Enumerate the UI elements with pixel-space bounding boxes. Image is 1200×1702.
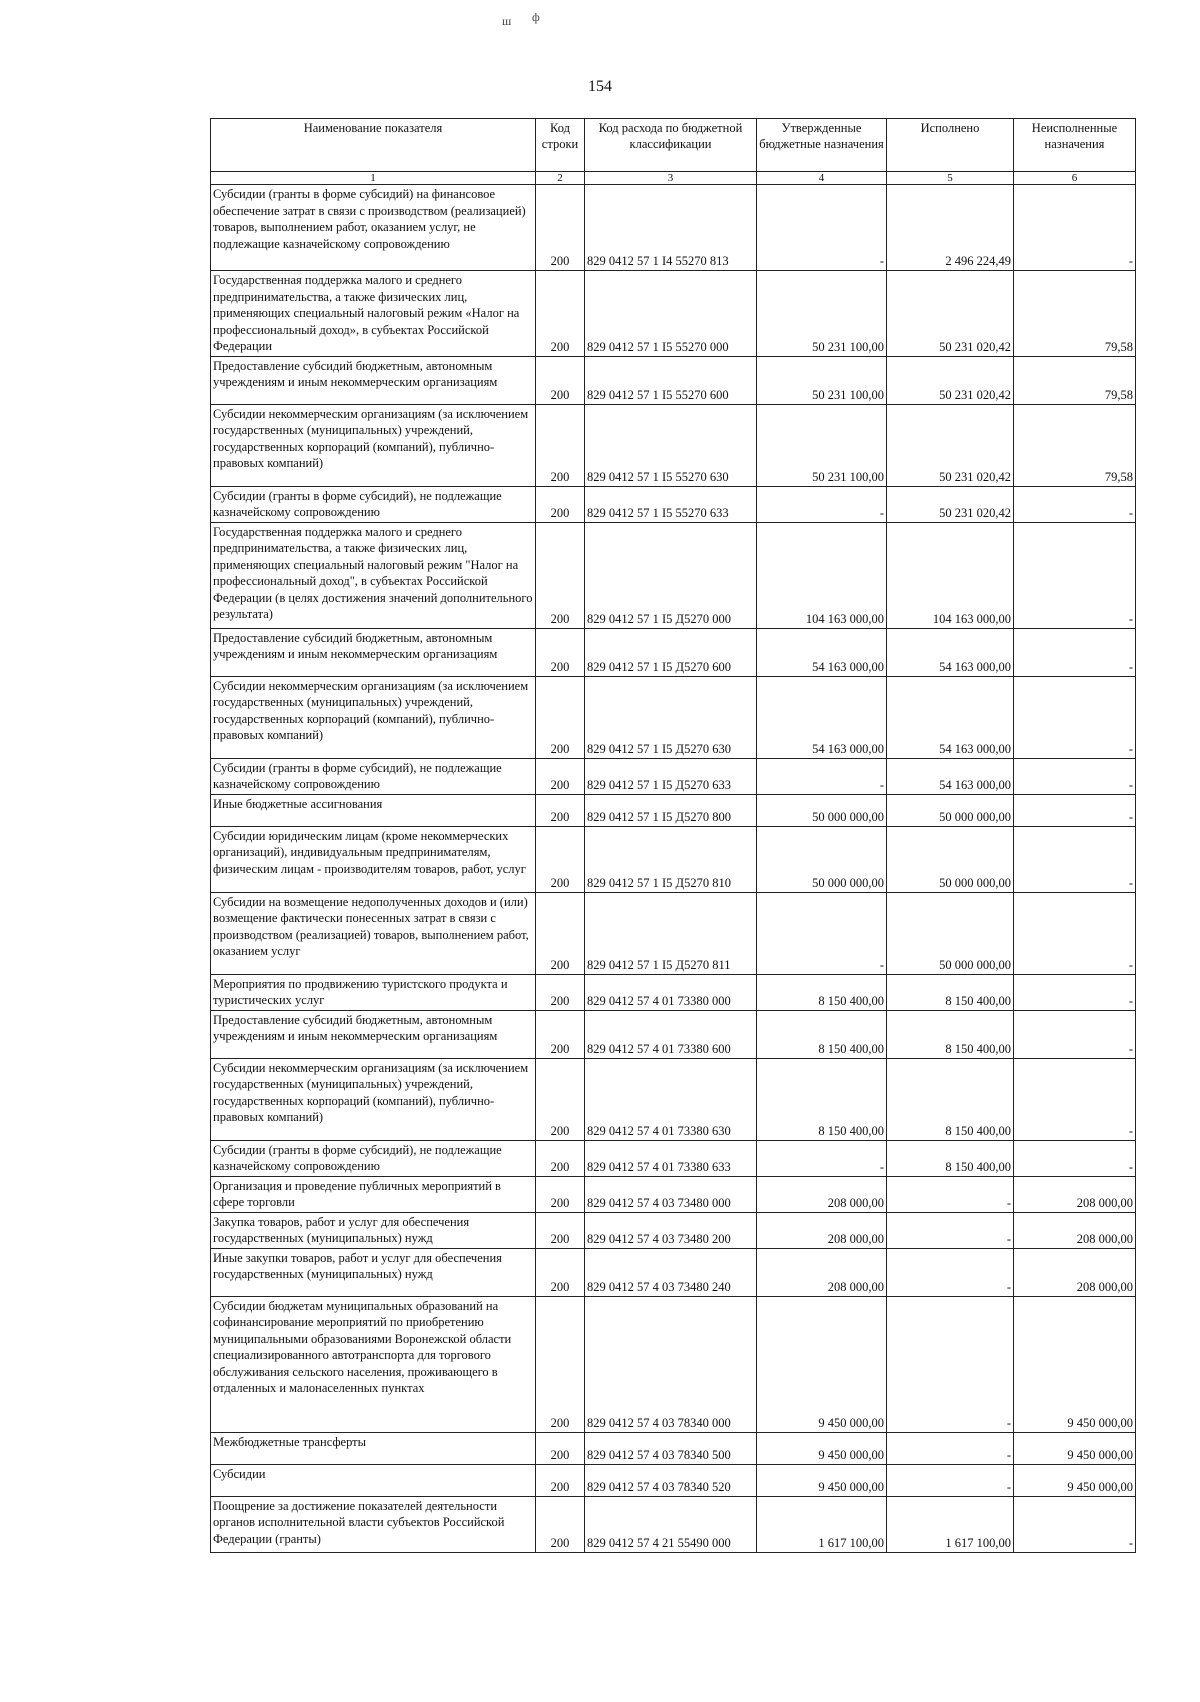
- row-classification: 829 0412 57 4 03 73480 240: [585, 1248, 757, 1296]
- row-code: 200: [536, 892, 585, 974]
- row-classification: 829 0412 57 1 I5 Д5270 600: [585, 628, 757, 676]
- row-name: Предоставление субсидий бюджетным, автономным учреждениям и иным некоммерческим организациям: [211, 628, 536, 676]
- table-row: [211, 1432, 1136, 1464]
- row-executed: -: [887, 1464, 1014, 1496]
- row-code: 200: [536, 1248, 585, 1296]
- row-unexecuted: -: [1014, 522, 1136, 628]
- column-number: 3: [585, 172, 757, 185]
- row-approved: -: [757, 892, 887, 974]
- row-unexecuted: 208 000,00: [1014, 1212, 1136, 1248]
- row-name: Мероприятия по продвижению туристского продукта и туристических услуг: [211, 974, 536, 1010]
- row-classification: 829 0412 57 4 03 78340 000: [585, 1296, 757, 1432]
- row-classification: 829 0412 57 1 I5 Д5270 000: [585, 522, 757, 628]
- column-header-name: Наименование показателя: [211, 119, 536, 172]
- row-executed: -: [887, 1432, 1014, 1464]
- row-unexecuted: 208 000,00: [1014, 1248, 1136, 1296]
- row-unexecuted: -: [1014, 974, 1136, 1010]
- table-row: [211, 794, 1136, 826]
- row-executed: 8 150 400,00: [887, 974, 1014, 1010]
- table-row: [211, 356, 1136, 404]
- row-classification: 829 0412 57 1 I5 Д5270 630: [585, 676, 757, 758]
- table-row: [211, 185, 1136, 271]
- row-name: Иные бюджетные ассигнования: [211, 794, 536, 826]
- row-name: Государственная поддержка малого и среднего предпринимательства, а также физических лиц, применяющих специальный налоговый режим «Налог на профессиональный доход», в субъектах Российской Федерации: [211, 271, 536, 357]
- row-classification: 829 0412 57 1 I5 55270 630: [585, 404, 757, 486]
- row-unexecuted: -: [1014, 676, 1136, 758]
- table-row: [211, 1176, 1136, 1212]
- row-executed: 50 000 000,00: [887, 826, 1014, 892]
- row-code: 200: [536, 486, 585, 522]
- row-unexecuted: -: [1014, 892, 1136, 974]
- table-row: [211, 1296, 1136, 1432]
- row-unexecuted: 9 450 000,00: [1014, 1432, 1136, 1464]
- row-executed: -: [887, 1212, 1014, 1248]
- row-executed: 50 231 020,42: [887, 486, 1014, 522]
- row-approved: 8 150 400,00: [757, 974, 887, 1010]
- row-approved: -: [757, 486, 887, 522]
- row-approved: 54 163 000,00: [757, 676, 887, 758]
- row-classification: 829 0412 57 1 I5 Д5270 811: [585, 892, 757, 974]
- row-classification: 829 0412 57 4 03 73480 000: [585, 1176, 757, 1212]
- row-code: 200: [536, 1212, 585, 1248]
- column-number: 6: [1014, 172, 1136, 185]
- column-header-unexecuted: Неисполненные назначения: [1014, 119, 1136, 172]
- row-classification: 829 0412 57 4 01 73380 600: [585, 1010, 757, 1058]
- row-code: 200: [536, 758, 585, 794]
- row-approved: 50 000 000,00: [757, 826, 887, 892]
- row-executed: 50 231 020,42: [887, 404, 1014, 486]
- scan-mark: ф: [532, 10, 540, 24]
- row-name: Предоставление субсидий бюджетным, автономным учреждениям и иным некоммерческим организациям: [211, 1010, 536, 1058]
- row-code: 200: [536, 1176, 585, 1212]
- row-executed: 2 496 224,49: [887, 185, 1014, 271]
- row-approved: 50 000 000,00: [757, 794, 887, 826]
- row-name: Закупка товаров, работ и услуг для обеспечения государственных (муниципальных) нужд: [211, 1212, 536, 1248]
- row-executed: 50 231 020,42: [887, 271, 1014, 357]
- row-classification: 829 0412 57 1 I5 55270 600: [585, 356, 757, 404]
- row-approved: 9 450 000,00: [757, 1296, 887, 1432]
- column-header-classification: Код расхода по бюджетной классификации: [585, 119, 757, 172]
- table-row: [211, 522, 1136, 628]
- row-code: 200: [536, 974, 585, 1010]
- row-name: Субсидии (гранты в форме субсидий) на финансовое обеспечение затрат в связи с производством (реализацией) товаров, выполнением работ, оказанием услуг, не подлежащие казначейскому сопровождению: [211, 185, 536, 271]
- table-row: [211, 404, 1136, 486]
- row-approved: 50 231 100,00: [757, 271, 887, 357]
- row-classification: 829 0412 57 1 I5 55270 000: [585, 271, 757, 357]
- row-classification: 829 0412 57 4 03 73480 200: [585, 1212, 757, 1248]
- row-approved: -: [757, 1140, 887, 1176]
- row-unexecuted: -: [1014, 1010, 1136, 1058]
- row-unexecuted: -: [1014, 1496, 1136, 1552]
- column-header-executed: Исполнено: [887, 119, 1014, 172]
- table-body: [211, 185, 1136, 1553]
- row-approved: 50 231 100,00: [757, 404, 887, 486]
- column-number: 5: [887, 172, 1014, 185]
- row-unexecuted: -: [1014, 486, 1136, 522]
- row-executed: 54 163 000,00: [887, 758, 1014, 794]
- row-classification: 829 0412 57 1 I5 55270 633: [585, 486, 757, 522]
- row-approved: 50 231 100,00: [757, 356, 887, 404]
- row-code: 200: [536, 628, 585, 676]
- row-approved: 8 150 400,00: [757, 1010, 887, 1058]
- row-unexecuted: 9 450 000,00: [1014, 1464, 1136, 1496]
- header-row: [211, 119, 1136, 172]
- row-unexecuted: 79,58: [1014, 271, 1136, 357]
- budget-execution-table: [210, 118, 1136, 1553]
- row-unexecuted: -: [1014, 1058, 1136, 1140]
- row-classification: 829 0412 57 1 I5 Д5270 800: [585, 794, 757, 826]
- table-row: [211, 1212, 1136, 1248]
- row-executed: -: [887, 1248, 1014, 1296]
- row-name: Субсидии: [211, 1464, 536, 1496]
- row-approved: 54 163 000,00: [757, 628, 887, 676]
- row-unexecuted: -: [1014, 794, 1136, 826]
- row-name: Субсидии (гранты в форме субсидий), не подлежащие казначейскому сопровождению: [211, 758, 536, 794]
- table-row: [211, 826, 1136, 892]
- column-number: 2: [536, 172, 585, 185]
- row-unexecuted: 9 450 000,00: [1014, 1296, 1136, 1432]
- row-code: 200: [536, 1058, 585, 1140]
- row-name: Межбюджетные трансферты: [211, 1432, 536, 1464]
- row-name: Иные закупки товаров, работ и услуг для обеспечения государственных (муниципальных) нужд: [211, 1248, 536, 1296]
- row-name: Субсидии некоммерческим организациям (за исключением государственных (муниципальных) учреждений, государственных корпораций (компаний), публично-правовых компаний): [211, 676, 536, 758]
- row-approved: -: [757, 758, 887, 794]
- row-approved: 1 617 100,00: [757, 1496, 887, 1552]
- row-executed: 8 150 400,00: [887, 1010, 1014, 1058]
- row-approved: 9 450 000,00: [757, 1464, 887, 1496]
- row-unexecuted: -: [1014, 1140, 1136, 1176]
- row-name: Субсидии юридическим лицам (кроме некоммерческих организаций), индивидуальным предпринимателям, физическим лицам - производителям товаров, работ, услуг: [211, 826, 536, 892]
- row-executed: 8 150 400,00: [887, 1058, 1014, 1140]
- row-executed: -: [887, 1176, 1014, 1212]
- column-header-approved: Утвержденные бюджетные назначения: [757, 119, 887, 172]
- row-approved: 208 000,00: [757, 1176, 887, 1212]
- row-unexecuted: 208 000,00: [1014, 1176, 1136, 1212]
- column-header-row-code: Код строки: [536, 119, 585, 172]
- table-row: [211, 1058, 1136, 1140]
- row-classification: 829 0412 57 4 21 55490 000: [585, 1496, 757, 1552]
- table-row: [211, 974, 1136, 1010]
- row-name: Субсидии на возмещение недополученных доходов и (или) возмещение фактически понесенных затрат в связи с производством (реализацией) товаров, выполнением работ, оказанием услуг: [211, 892, 536, 974]
- row-approved: -: [757, 185, 887, 271]
- row-classification: 829 0412 57 1 I4 55270 813: [585, 185, 757, 271]
- row-unexecuted: -: [1014, 628, 1136, 676]
- row-unexecuted: -: [1014, 185, 1136, 271]
- table-row: [211, 1464, 1136, 1496]
- row-classification: 829 0412 57 4 01 73380 000: [585, 974, 757, 1010]
- row-executed: 50 231 020,42: [887, 356, 1014, 404]
- row-code: 200: [536, 676, 585, 758]
- row-code: 200: [536, 1296, 585, 1432]
- row-classification: 829 0412 57 4 01 73380 633: [585, 1140, 757, 1176]
- column-number: 1: [211, 172, 536, 185]
- row-code: 200: [536, 1010, 585, 1058]
- row-code: 200: [536, 185, 585, 271]
- row-executed: 50 000 000,00: [887, 892, 1014, 974]
- row-approved: 8 150 400,00: [757, 1058, 887, 1140]
- row-classification: 829 0412 57 4 01 73380 630: [585, 1058, 757, 1140]
- table-row: [211, 486, 1136, 522]
- row-unexecuted: 79,58: [1014, 404, 1136, 486]
- row-code: 200: [536, 1432, 585, 1464]
- row-code: 200: [536, 794, 585, 826]
- row-executed: 8 150 400,00: [887, 1140, 1014, 1176]
- page-number: 154: [588, 78, 612, 95]
- row-approved: 208 000,00: [757, 1212, 887, 1248]
- table-row: [211, 1010, 1136, 1058]
- row-executed: 54 163 000,00: [887, 676, 1014, 758]
- row-unexecuted: -: [1014, 758, 1136, 794]
- row-classification: 829 0412 57 1 I5 Д5270 810: [585, 826, 757, 892]
- row-name: Субсидии некоммерческим организациям (за исключением государственных (муниципальных) учреждений, государственных корпораций (компаний), публично-правовых компаний): [211, 404, 536, 486]
- table-row: [211, 628, 1136, 676]
- row-classification: 829 0412 57 4 03 78340 500: [585, 1432, 757, 1464]
- row-code: 200: [536, 271, 585, 357]
- table-row: [211, 676, 1136, 758]
- row-name: Субсидии бюджетам муниципальных образований на софинансирование мероприятий по приобретению муниципальными образованиями Воронежской области специализированного автотранспорта для торгового обслуживания сельского населения, проживающего в отдаленных и малонаселенных пунктах: [211, 1296, 536, 1432]
- row-classification: 829 0412 57 1 I5 Д5270 633: [585, 758, 757, 794]
- scan-mark: ш: [502, 14, 512, 28]
- table-row: [211, 1248, 1136, 1296]
- table-row: [211, 271, 1136, 357]
- row-code: 200: [536, 404, 585, 486]
- column-number-row: [211, 172, 1136, 185]
- row-classification: 829 0412 57 4 03 78340 520: [585, 1464, 757, 1496]
- row-executed: 50 000 000,00: [887, 794, 1014, 826]
- column-number: 4: [757, 172, 887, 185]
- row-executed: -: [887, 1296, 1014, 1432]
- row-name: Субсидии (гранты в форме субсидий), не подлежащие казначейскому сопровождению: [211, 1140, 536, 1176]
- table-row: [211, 892, 1136, 974]
- row-name: Организация и проведение публичных мероприятий в сфере торговли: [211, 1176, 536, 1212]
- row-code: 200: [536, 1140, 585, 1176]
- row-name: Поощрение за достижение показателей деятельности органов исполнительной власти субъектов Российской Федерации (гранты): [211, 1496, 536, 1552]
- row-approved: 208 000,00: [757, 1248, 887, 1296]
- row-unexecuted: -: [1014, 826, 1136, 892]
- row-code: 200: [536, 826, 585, 892]
- row-executed: 1 617 100,00: [887, 1496, 1014, 1552]
- row-unexecuted: 79,58: [1014, 356, 1136, 404]
- row-name: Государственная поддержка малого и среднего предпринимательства, а также физических лиц, применяющих специальный налоговый режим "Налог на профессиональный доход", в субъектах Российской Федерации (в целях достижения значений дополнительного результата): [211, 522, 536, 628]
- row-code: 200: [536, 1496, 585, 1552]
- row-approved: 9 450 000,00: [757, 1432, 887, 1464]
- row-name: Субсидии (гранты в форме субсидий), не подлежащие казначейскому сопровождению: [211, 486, 536, 522]
- row-executed: 54 163 000,00: [887, 628, 1014, 676]
- row-approved: 104 163 000,00: [757, 522, 887, 628]
- table-row: [211, 1140, 1136, 1176]
- row-code: 200: [536, 1464, 585, 1496]
- row-name: Субсидии некоммерческим организациям (за исключением государственных (муниципальных) учреждений, государственных корпораций (компаний), публично-правовых компаний): [211, 1058, 536, 1140]
- row-code: 200: [536, 356, 585, 404]
- row-executed: 104 163 000,00: [887, 522, 1014, 628]
- table-row: [211, 758, 1136, 794]
- row-name: Предоставление субсидий бюджетным, автономным учреждениям и иным некоммерческим организациям: [211, 356, 536, 404]
- table-row: [211, 1496, 1136, 1552]
- row-code: 200: [536, 522, 585, 628]
